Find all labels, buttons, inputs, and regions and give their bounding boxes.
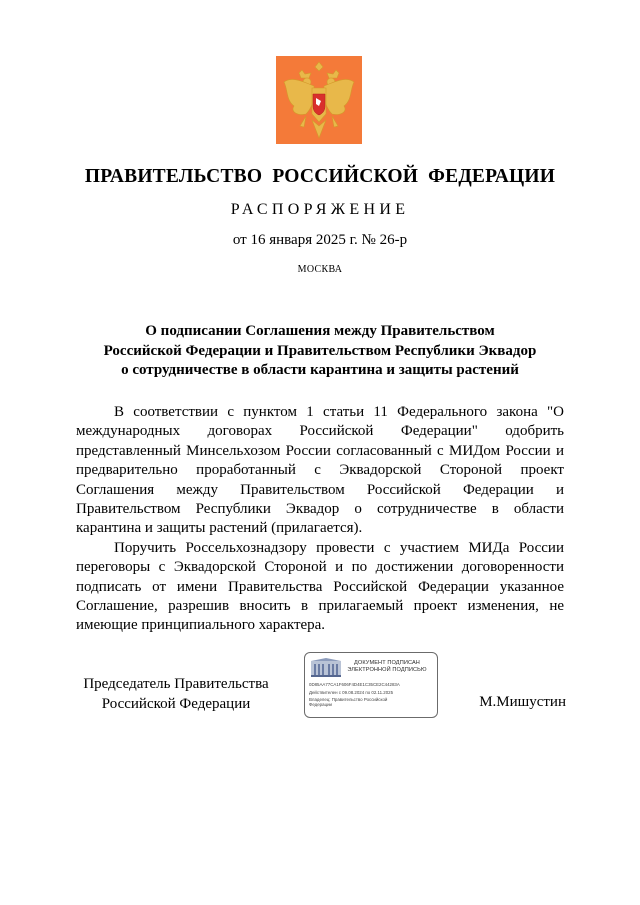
stamp-owner-line: Владелец: Правительство Российской bbox=[309, 696, 388, 702]
document-place: МОСКВА bbox=[297, 264, 343, 275]
government-building-icon bbox=[309, 658, 343, 678]
electronic-signature-stamp bbox=[304, 652, 438, 718]
stamp-owner bbox=[309, 697, 387, 707]
document-body bbox=[76, 403, 564, 636]
signer-position-line: Российской Федерации bbox=[101, 695, 251, 712]
subject-line: Российской Федерации и Правительством Республики Эквадор bbox=[103, 342, 537, 359]
body-paragraph: В соответствии с пунктом 1 статьи 11 Федерального закона "О международных договорах Российской Федерации" одобрить представленный Минсельхозом России согласованный с МИДом России и предварительно проработанный с Эквадорской Стороной проект Соглашения между Правительством Российской Федерации и Правительством Республики Эквадор о сотрудничестве в области карантина и защиты растений (прилагается). bbox=[76, 404, 564, 537]
document-type: РАСПОРЯЖЕНИЕ bbox=[230, 201, 410, 218]
signer-name: М.Мишустин bbox=[479, 694, 566, 710]
document-date-number: от 16 января 2025 г. № 26-р bbox=[232, 232, 408, 248]
stamp-validity: Действителен с 09.08.2024 по 02.11.2025 bbox=[309, 689, 394, 695]
stamp-title-line: ДОКУМЕНТ ПОДПИСАН bbox=[354, 660, 420, 666]
body-paragraph: Поручить Россельхознадзору провести с участием МИДа России переговоры с Эквадорской Стороной и по достижении договоренности подписать от имени Правительства Российской Федерации указанное Соглашение, разрешив вносить в прилагаемый проект изменения, не имеющие принципиального характера. bbox=[76, 539, 564, 634]
subject-line: О подписании Соглашения между Правительством bbox=[145, 323, 495, 339]
stamp-title-line: ЭЛЕКТРОННОЙ ПОДПИСЬЮ bbox=[347, 667, 427, 673]
government-title: ПРАВИТЕЛЬСТВО РОССИЙСКОЙ ФЕДЕРАЦИИ bbox=[84, 166, 556, 187]
stamp-certificate: 0D85AA77CA1F606F4D4E1C35CE2C44283A bbox=[309, 682, 400, 687]
subject-line: о сотрудничестве в области карантина и защиты растений bbox=[121, 362, 519, 378]
document-subject bbox=[60, 322, 580, 381]
signer-position-line: Председатель Правительства bbox=[83, 676, 269, 692]
russian-coat-of-arms-icon bbox=[276, 56, 362, 144]
signer-position bbox=[76, 675, 276, 714]
stamp-owner-line: Федерации bbox=[309, 701, 332, 707]
stamp-title bbox=[339, 660, 435, 674]
